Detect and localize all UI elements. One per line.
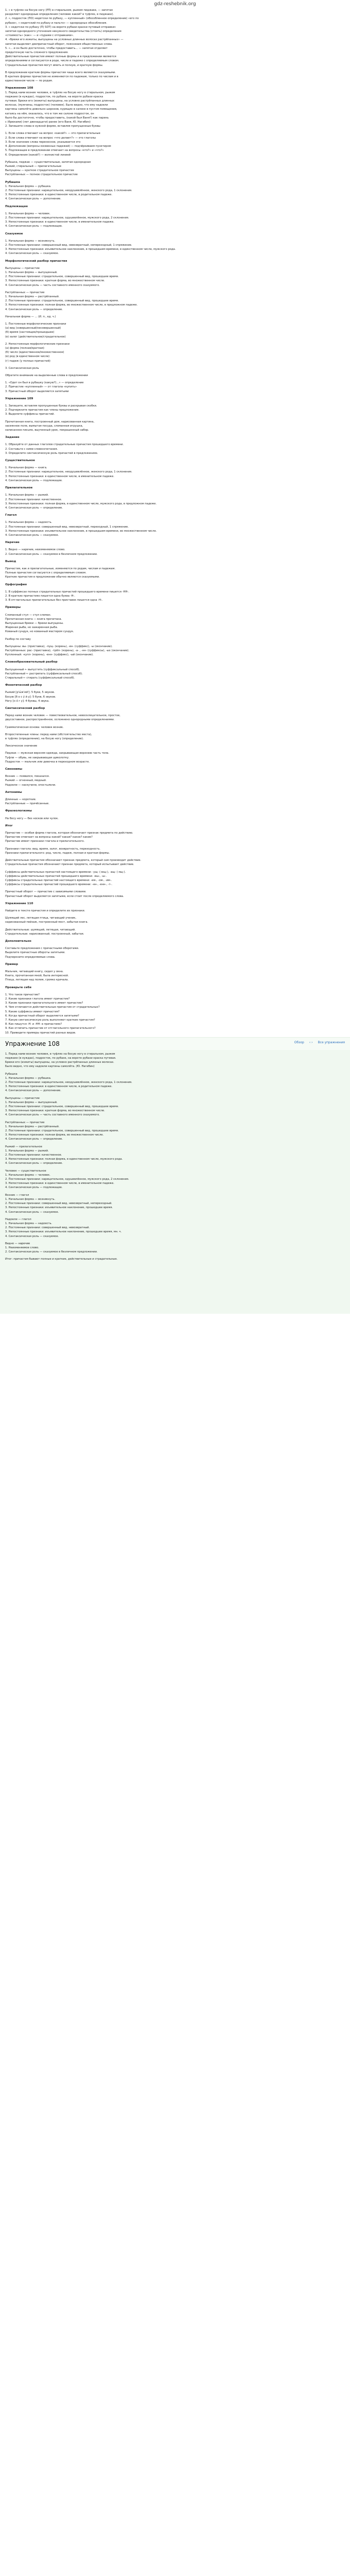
solution-line: Стиральный ← стирать (суффиксальный способ).	[5, 676, 75, 680]
solution-line: нарисованный пейзаж, построенный мост, забытая книга.	[5, 921, 89, 924]
solution-line: Суффиксы страдательных причастий прошедшего времени: -нн-, -енн-, -т-.	[5, 883, 113, 887]
solution-line: путевая. Брюки его (изжиты) выпущены, на условно растрёпанных длинных	[5, 99, 115, 103]
solution-line: Грамматическая основа: человек возник.	[5, 725, 64, 729]
solution-line: 1. Если слова отвечают на вопрос «какой?» — это прилагательные	[5, 132, 100, 135]
solution-line: Упражнение 110	[5, 902, 33, 905]
solution-line: Рыжий [р'ы́ж'ий']: 5 букв, 5 звуков.	[5, 691, 55, 694]
solution-line: Словообразовательный разбор	[5, 660, 58, 664]
solution-line: 3. Причастный оборот выделяется запятыми	[5, 389, 69, 393]
solution-line: Возник — появился, показался.	[5, 775, 50, 778]
solution-line: Страдательные причастия обозначают признак предмета, который испытывает действие.	[5, 863, 134, 867]
solution-line: Наречие	[5, 541, 20, 545]
solution-line: 1. Образуйте от данных глаголов страдательные причастия прошедшего времени.	[5, 443, 124, 447]
solution-line: 1. Начальная форма — рубашка.	[5, 184, 51, 188]
solution-line: Длинные — короткие.	[5, 798, 37, 802]
solution-line: Выделите причастные обороты запятыми.	[5, 951, 65, 955]
solution-line: картины самолёта довольно шорохов, курящих в салоне в пустом помещении,	[5, 108, 117, 111]
solution-line: Выпущены — причастие	[5, 266, 40, 270]
exercise-line: Человек — существительное	[5, 1169, 46, 1173]
solution-line: Кованый сундук, но кованный мастером сундук.	[5, 630, 74, 634]
exercise-line: 1. Перед нами возник человек, в туфлях на босую ногу в стиральном, рыжем	[5, 1052, 115, 1056]
solution-line: 2. Постоянные признаки: страдательное, совершенный вид, прошедшее время.	[5, 275, 119, 279]
solution-line: 4. Синтаксическая роль — дополнение.	[5, 197, 61, 201]
exercise-line: 4. Синтаксическая роль — определение.	[5, 1162, 63, 1165]
solution-line: Причастный оборот выделяется запятыми, если стоит после определяемого слова.	[5, 894, 124, 898]
solution-line: 2. Непостоянные морфологические признаки	[5, 342, 70, 346]
solution-line: в туфлях (определение), на босую ногу (определение).	[5, 737, 84, 741]
solution-line: с (брюками) (лет двенадцати) ранее (его Ваня, Ю. Нагибин)	[5, 121, 91, 124]
solution-line: Туфли — обувь, не закрывающая щиколотку.	[5, 756, 69, 759]
exercise-line: Брюки его (изжиты) выпущены, на условно растрёпанных длинных волосах.	[5, 1061, 114, 1064]
exercise-line: Выпущены — причастие	[5, 1096, 40, 1100]
solution-line: Страдательные причастия могут иметь и полную, и краткую формы.	[5, 63, 103, 67]
solution-line: Страдательные: нарисованный, построенный, забытая.	[5, 932, 84, 936]
solution-line: Растрёпанных: рас- (приставка), -трёп- (корень), -а- , -нн- (суффиксы), -ых (окончание).	[5, 649, 130, 652]
solution-line: 3. Непостоянные признаки: изъявительное наклонение, в прошедшем времени, в единственном числе, мужского рода.	[5, 248, 176, 251]
solution-line: Причастие — особая форма глагола, которая обозначает признак предмета по действию.	[5, 832, 133, 835]
solution-line: Обратите внимание на выделенные слова в предложении	[5, 374, 88, 378]
solution-line: Выпущены: вы- (приставка), -пущ- (корень), -ен- (суффикс), -ы (окончание).	[5, 645, 113, 648]
solution-text	[0, 8, 350, 1035]
solution-line: Упражнение 109	[5, 397, 33, 400]
solution-line: Примеры	[5, 606, 21, 609]
solution-line: 3. Если значение слова переносное, указывается это	[5, 140, 81, 144]
solution-line: Сломанный стул — стул сломан.	[5, 613, 51, 617]
solution-line: 6. Когда причастный оборот выделяется запятыми?	[5, 1014, 79, 1018]
exercise-line: Итог: причастия бывают полные и краткие, действительные и страдательные.	[5, 1258, 118, 1261]
solution-line: Прилагательное	[5, 486, 33, 490]
exercise-line: 4. Синтаксическая роль — сказуемое.	[5, 1210, 59, 1214]
solution-line: Проверьте себя	[5, 986, 31, 989]
solution-line: 2. Синтаксическая роль — сказуемое в безличном предложении.	[5, 552, 98, 556]
solution-line: Действительные причастия имеют полные формы и в предложении являются	[5, 55, 116, 59]
solution-line: Книга, прочитанная мной, была интересной.	[5, 974, 69, 978]
exercise-line: 2. Постоянные признаки: страдательное, совершенный вид, прошедшее время.	[5, 1129, 119, 1133]
solution-line: Купленный: -купл- (корень), -енн- (суффикс), -ый (окончание).	[5, 653, 94, 657]
exercise-header	[0, 1037, 350, 1050]
solution-line: Босую [б о с у́ й у]: 5 букв, 6 звуков.	[5, 695, 56, 699]
solution-line: Причастия, как и прилагательные, изменяются по родам, числам и падежам.	[5, 567, 116, 570]
solution-line: Второстепенные члены: перед нами (обстоятельство места),	[5, 733, 92, 736]
solution-line: Синтаксический разбор	[5, 707, 45, 710]
exercise-title: Упражнение 108	[5, 1040, 60, 1047]
exercise-line: 2. Постоянные признаки: страдательное, совершенный вид, прошедшее время.	[5, 1105, 119, 1109]
solution-line: Птица, летящая над полем, громко кричала.	[5, 978, 69, 982]
solution-line: Синонимы	[5, 768, 23, 771]
exercise-line: 1. Начальная форма — рыжий.	[5, 1149, 49, 1153]
solution-line: Рубашка	[5, 180, 20, 184]
exercise-line: Видно — наречие	[5, 1242, 30, 1245]
solution-line: 1. Начальная форма — рыжий.	[5, 494, 49, 497]
solution-line: 7. Какую синтаксическую роль выполняют краткие причастия?	[5, 1018, 95, 1022]
solution-line: Причастие имеет признаки глагола и прилагательного.	[5, 840, 85, 843]
exercise-line: 4. Синтаксическая роль — подлежащее.	[5, 1186, 63, 1190]
solution-line: запятая выделяет деепричастный оборот, пояснения общественных слова.	[5, 42, 113, 46]
solution-line: На босу ногу — без носков или чулок.	[5, 817, 59, 820]
solution-line: Морфологический разбор причастия	[5, 259, 67, 263]
exercise-line: 3. Непостоянные признаки: полная форма, в единственном числе, мужского рода.	[5, 1158, 123, 1161]
solution-line: 10. Приведите примеры причастий разных видов.	[5, 1031, 76, 1035]
solution-line: волосах, (мужчины, подросток) (человек). Было видно, что ему надоели	[5, 104, 108, 107]
solution-line: Жареная рыба, но зажаренная рыба.	[5, 626, 58, 630]
solution-line: Мальчик, читающий книгу, сидел у окна.	[5, 970, 64, 973]
solution-line: 4. Синтаксическая роль — подлежащее.	[5, 479, 63, 482]
solution-line: Фразеологизмы	[5, 809, 32, 813]
exercise-line: 3. Непостоянные признаки: полная форма, во множественном числе.	[5, 1133, 104, 1137]
solution-line: 3. Синтаксическая роль	[5, 366, 39, 370]
solution-line: 1. «Одет он был в рубашку (какую?)...» — определение	[5, 381, 84, 385]
exercise-line: 2. Постоянные признаки: качественное.	[5, 1154, 62, 1157]
solution-line: 8. Как пишутся -Н- и -НН- в причастиях?	[5, 1023, 62, 1026]
solution-line: (г) падеж (у полных причастий)	[5, 359, 50, 363]
solution-line: 2. Какие признаки глагола имеет причастие?	[5, 997, 70, 1001]
solution-line: 3. Непостоянные признаки: в единственном числе, в именительном падеже.	[5, 474, 114, 478]
solution-line: придаточную часть сложного предложения.	[5, 51, 68, 55]
solution-line: 4. Синтаксическая роль — сказуемое.	[5, 533, 59, 537]
solution-line: пиджаке (в нуждах), подросток, по рубахе, на вороте рубахи краска	[5, 95, 103, 98]
overview-link[interactable]: Обзор	[294, 1040, 304, 1044]
solution-line: Начальная форма — ... (И. п., ед. ч.)	[5, 315, 56, 318]
solution-line: 4. Чем отличаются действительные причастия от страдательных?	[5, 1006, 100, 1009]
prev-next-arrows[interactable]: ‹ ›	[309, 1040, 313, 1044]
solution-line: 3. Непостоянные признаки: изъявительное наклонение, в прошедшем времени, во множественном числе.	[5, 529, 157, 533]
solution-line: запятая однородного уточнения ненужного свидетельства (стоять) определения	[5, 30, 121, 33]
exercise-line: 4. Синтаксическая роль — сказуемое.	[5, 1234, 59, 1238]
solution-line: 2. «, подросток (ПО) недетски по рубаху, — купленный» (обособленное определение) «его по	[5, 17, 139, 21]
solution-line: Задание	[5, 436, 20, 439]
solution-line: Суффиксы действительных причастий настоящего времени: -ущ- (-ющ-), -ащ- (-ящ-).	[5, 870, 126, 874]
solution-line: написанное письмо, выученный урок, покрашенный забор.	[5, 429, 89, 432]
solution-line: Краткие причастия в предложении обычно являются сказуемыми.	[5, 575, 100, 579]
solution-line: 4. Синтаксическая роль — сказуемое.	[5, 252, 59, 256]
solution-line: разделяет однородные определения (человек какой? в туфлях, в пиджаке).	[5, 13, 114, 16]
solution-line: Растрёпанных — полное страдательное причастие	[5, 173, 78, 177]
solution-line: 1. Начальная форма — возникнуть.	[5, 239, 56, 243]
exercise-line: 4. Синтаксическая роль — часть составного именного сказуемого.	[5, 1113, 100, 1117]
solution-line: 3. Непостоянные признаки: в единственном числе, в именительном падеже.	[5, 221, 114, 224]
solution-line: Признаки глагола: вид, время, залог, возвратность, переходность.	[5, 847, 101, 851]
exercise-line: Было видно, что ему надоели картины самолёта. (Ю. Нагибин)	[5, 1065, 95, 1069]
solution-line: Суффиксы действительных причастий прошедшего времени: -вш-, -ш-.	[5, 874, 107, 878]
solution-line: 1. Запишите, вставляя пропущенные буквы и раскрывая скобки.	[5, 404, 97, 408]
solution-line: 1. Постоянные морфологические признаки	[5, 323, 66, 326]
solution-line: Существительное	[5, 459, 35, 463]
solution-line: (б) число (единственное/множественное)	[5, 351, 64, 354]
exercise-line: 1. Начальная форма — растрёпанный.	[5, 1125, 60, 1128]
solution-line: 3. Определите синтаксическую роль причастий в предложениях.	[5, 451, 98, 455]
solution-line: 1. Начальная форма — надоесть.	[5, 521, 52, 524]
exercise-line: 3. Непостоянные признаки: краткая форма, во множественном числе.	[5, 1109, 105, 1113]
solution-line: Орфография	[5, 583, 27, 586]
solution-line: 3. Непостоянные признаки: краткая форма, во множественном числе.	[5, 279, 105, 283]
solution-line: (а) форма (полная/краткая)	[5, 347, 44, 350]
solution-line: 1. В суффиксах полных страдательных причастий прошедшего времени пишется -НН-.	[5, 590, 129, 594]
solution-line: 1. Начальная форма — книга.	[5, 466, 47, 470]
exercise-line: 3. Непостоянные признаки: в единственном числе, в именительном падеже.	[5, 1182, 114, 1185]
solution-line: «стоимость» (как»: — и «пурами с отправками».	[5, 34, 74, 38]
solution-line: Рыжий, стиральный — прилагательные	[5, 164, 62, 168]
exercise-line: 2. Синтаксическая роль — сказуемое в безличном предложении.	[5, 1250, 98, 1254]
solution-line: Лексическое значение	[5, 744, 38, 748]
solution-line: 3. Непостоянные признаки: в единственном числе, в родительном падеже.	[5, 193, 113, 197]
exercise-line: 1. Начальная форма — рубашка.	[5, 1076, 51, 1080]
exercise-line: 3. Непостоянные признаки: в единственном числе, в родительном падеже.	[5, 1085, 113, 1089]
solution-line: 4. Синтаксическая роль — определение.	[5, 308, 63, 311]
exercise-line: Надоели — глагол	[5, 1217, 31, 1221]
solution-line: (а) вид (совершенный/несовершенный)	[5, 327, 61, 330]
solution-line: 2. Составьте с ними словосочетания.	[5, 447, 58, 451]
solution-line: Действительные причастия обозначают признак предмета, который сам производит действие.	[5, 859, 142, 862]
exercise-line: Возник — глагол	[5, 1193, 29, 1197]
solution-line: Подчеркните определяемые слова.	[5, 955, 56, 959]
solution-line: Вывод	[5, 560, 16, 563]
all-exercises-link[interactable]: Все упражнения	[318, 1040, 345, 1044]
solution-line: Рыжий — огненный, медный.	[5, 779, 47, 783]
solution-line: 2. Постоянные признаки: нарицательное, неодушевлённое, женского рода, 1 склонения.	[5, 470, 132, 474]
exercise-line: 2. Постоянные признаки: нарицательное, неодушевлённое, женского рода, 1 склонения.	[5, 1081, 132, 1084]
solution-line: рубахе», « недетский по рубаху и пальто» — однородных обособления.	[5, 21, 108, 25]
solution-line: 3. « недетски по рубаху (П) SOT) на вороте рубахи краски путевый отправки»	[5, 25, 116, 29]
solution-line: 1. Перед нами возник человек, в туфлях на босую ногу в стиральном, рыжем	[5, 91, 115, 94]
solution-line: 5. «... и он было достаточно, чтобы предоставить... — запятая отделяет	[5, 46, 108, 50]
exercise-line: 2. Постоянные признаки: совершенный вид, невозвратный.	[5, 1226, 90, 1230]
solution-line: 4. Синтаксическая роль — часть составного именного сказуемого.	[5, 283, 100, 287]
solution-line: Прочитанная книга, построенный дом, нарисованная картина,	[5, 420, 95, 423]
solution-line: 3. Непостоянные признаки: полная форма, во множественном числе, в предложном падеже.	[5, 303, 138, 307]
solution-line: Прочитанная книга — книга прочитана.	[5, 617, 62, 621]
solution-line: Составьте предложения с причастными оборотами.	[5, 947, 79, 951]
solution-line: 2. Постоянные признаки: совершенный вид, невозвратный, переходный, 1 спряжение.	[5, 525, 129, 529]
solution-line: 3. Непостоянные признаки: полная форма, в единственном числе, мужского рода, в предложном падеже.	[5, 502, 157, 505]
exercise-line: Растрёпанных — причастие	[5, 1121, 45, 1124]
solution-line: Упражнение 108	[5, 87, 33, 90]
exercise-line: 2. Постоянные признаки: нарицательное, одушевлённое, мужского рода, 2 склонения.	[5, 1178, 129, 1181]
solution-line: Дополнительно	[5, 939, 31, 943]
solution-line: 2. Постоянные признаки: нарицательное, одушевлённое, мужского рода, 2 склонения.	[5, 216, 129, 219]
solution-line: 2. В кратких причастиях пишется одна буква -Н-.	[5, 594, 75, 598]
solution-line: 1. Видно — наречие, неизменяемое слово.	[5, 548, 65, 552]
solution-line: Растрёпанных — причастие	[5, 291, 45, 294]
solution-line: 5. Подлежащее в предложении отвечает на вопросы «кто?» и «что?»	[5, 149, 104, 152]
exercise-line: 1. Начальная форма — выпущенный.	[5, 1100, 58, 1104]
solution-line: 1. « в туфлях на босую ногу (РП) в стиральном, рыжем пиджаке, — запятая	[5, 9, 113, 12]
solution-line: Антонимы	[5, 790, 22, 794]
solution-line: 2. Постоянные признаки: нарицательное, неодушевлённое, женского рода, 1 склонения.	[5, 189, 132, 192]
solution-line: единственном числе — по родам.	[5, 79, 53, 83]
solution-line: Признаки прилагательного: род, число, падеж, полная и краткая формы.	[5, 851, 110, 855]
solution-line: 2. Постоянные признаки: качественное.	[5, 498, 62, 501]
solution-line: Разбор по составу	[5, 637, 31, 641]
solution-line: Пример	[5, 962, 18, 966]
solution-line: 1. Начальная форма — растрёпанный.	[5, 295, 60, 298]
solution-line: Растрёпанные — причёсанные.	[5, 802, 49, 806]
solution-line: определениями и согласуются в роде, числе и падеже с определяемым словом.	[5, 59, 119, 63]
solution-line: 3. В отглагольных прилагательных без приставок пишется одна -Н-.	[5, 599, 103, 602]
solution-line: Причастный оборот — причастие с зависимыми словами.	[5, 890, 86, 894]
solution-line: Фонетический разбор	[5, 684, 42, 687]
solution-line: (в) залог (действительное/страдательное)	[5, 335, 66, 338]
solution-line: Сказуемое	[5, 232, 23, 235]
solution-line: (б) время (настоящее/прошедшее)	[5, 331, 55, 334]
solution-line: Выпущенные брюки — брюки выпущены.	[5, 621, 64, 625]
exercise-line: 1. Начальная форма — человек.	[5, 1173, 50, 1177]
solution-line: 2. Если слова отвечают на вопрос «что делает?» — это глаголы	[5, 136, 96, 140]
solution-line: 4. Синтаксическая роль — подлежащее.	[5, 225, 63, 228]
solution-line: катаясь на нём, оказалось, что в том же салоне подросток, он	[5, 112, 94, 115]
solution-line: 2. Запишите слова в нужной форме, вставляя пропущенные буквы	[5, 125, 100, 128]
solution-line: засеянное поле, вымытая посуда, сломанная игрушка,	[5, 424, 83, 428]
solution-line: Подлежащее	[5, 205, 28, 208]
solution-line: Глагол	[5, 514, 17, 517]
solution-line: Ногу [н о́ г у]: 4 буквы, 4 звука.	[5, 699, 49, 703]
solution-line: Выпущенный ← выпустить (суффиксальный способ).	[5, 668, 80, 671]
solution-line: Надоели — наскучили, опостылели.	[5, 783, 56, 787]
solution-line: В предложении краткие формы причастия чаще всего являются сказуемыми.	[5, 71, 116, 74]
solution-line: 3. Какие признаки прилагательного имеет причастие?	[5, 1002, 83, 1005]
exercise-line: 2. Постоянные признаки: совершенный вид, невозвратный, непереходный.	[5, 1202, 112, 1206]
exercise-line: Рубашка	[5, 1072, 18, 1076]
solution-line: 1. Начальная форма — выпущенный.	[5, 270, 58, 274]
solution-line: Выпущены — краткое страдательное причастие	[5, 169, 74, 173]
solution-line: Итог	[5, 824, 13, 827]
solution-line: 1. Что такое причастие?	[5, 993, 40, 996]
exercise-line: пиджаке (в нуждах), подросток, по рубахе, на вороте рубахи краска путевая.	[5, 1057, 116, 1060]
exercise-line: 3. Непостоянные признаки: изъявительное наклонение, прошедшее время, мн. ч.	[5, 1230, 122, 1234]
exercise-solution-body	[0, 1050, 350, 1314]
exercise-line: 1. Неизменяемое слово.	[5, 1246, 39, 1249]
solution-line: Перед нами возник человек — повествовательное, невосклицательное, простое,	[5, 714, 120, 718]
solution-line: Суффиксы страдательных причастий настоящего времени: -ем-, -ом-, -им-.	[5, 878, 112, 882]
solution-line: Растрёпанный ← растрепать (суффиксальный способ).	[5, 672, 83, 675]
solution-line: Рубашка, пиджак — существительные, запятая однородная	[5, 160, 91, 164]
exercise-line: 3. Непостоянные признаки: изъявительное наклонение, прошедшее время.	[5, 1206, 113, 1210]
solution-line: Подросток — мальчик или девочка в переходном возрасте.	[5, 760, 90, 764]
solution-line: 4. Дополнение (вопросы косвенных падежей) — подчёркиваем пунктиром	[5, 145, 111, 148]
solution-line: 2. Подчеркните причастия как члены предложения.	[5, 409, 80, 412]
exercise-line: 4. Синтаксическая роль — дополнение.	[5, 1089, 61, 1093]
solution-line: 5. Какие суффиксы имеют причастия?	[5, 1010, 60, 1013]
solution-line: 3. Выделите суффиксы причастий.	[5, 413, 55, 416]
solution-line: 9. Как отличить причастие от отглагольного прилагательного?	[5, 1027, 96, 1030]
exercise-line: 4. Синтаксическая роль — определение.	[5, 1138, 63, 1141]
solution-line: 6. Определения (какой?) — волнистой линией	[5, 153, 71, 157]
solution-line: Полные причастия согласуются с определяемым словом.	[5, 571, 86, 575]
solution-line: 4. «брюки его изжиты, выпущены на условных длинных волосах растрёпанных» —	[5, 38, 124, 42]
solution-line: 2. Постоянные признаки: страдательное, совершенный вид, прошедшее время.	[5, 299, 119, 303]
solution-line: Пиджак — мужская верхняя одежда, закрывающая верхнюю часть тела.	[5, 752, 109, 755]
solution-line: Шумящий лес, летящая птица, читающий ученик,	[5, 917, 77, 920]
site-logo[interactable]: gdz-reshebnik.org	[154, 1, 196, 7]
solution-line: В кратких формах причастия не изменяются по падежам, только по числам и в	[5, 75, 118, 79]
solution-line: Причастие отвечает на вопросы какой? какая? какое? какие?	[5, 836, 93, 839]
solution-line: (в) род (в единственном числе)	[5, 355, 50, 359]
solution-line: Действительные: шумящий, летящая, читающий.	[5, 928, 76, 931]
top-bar	[0, 0, 350, 8]
exercise-controls	[294, 1041, 345, 1045]
solution-line: двусоставное, распространённое, осложнено однородными определениями.	[5, 718, 115, 722]
solution-line: Найдите в тексте причастия и определите их признаки.	[5, 909, 85, 912]
solution-line: 1. Начальная форма — человек.	[5, 212, 50, 215]
solution-line: 2. Постоянные признаки: совершенный вид, невозвратный, непереходный, 1 спряжение.	[5, 243, 132, 247]
solution-line: было бы достаточно, чтобы предоставить, (какой был Ваня?) как парень	[5, 116, 109, 120]
exercise-line: Рыжий — прилагательное	[5, 1145, 42, 1148]
solution-line: 4. Синтаксическая роль — определение.	[5, 506, 63, 510]
exercise-line: 1. Начальная форма — возникнуть.	[5, 1197, 56, 1201]
exercise-line: 1. Начальная форма — надоесть.	[5, 1222, 52, 1225]
solution-line: 2. Причастие «купленный» — от глагола «купить»	[5, 385, 77, 389]
